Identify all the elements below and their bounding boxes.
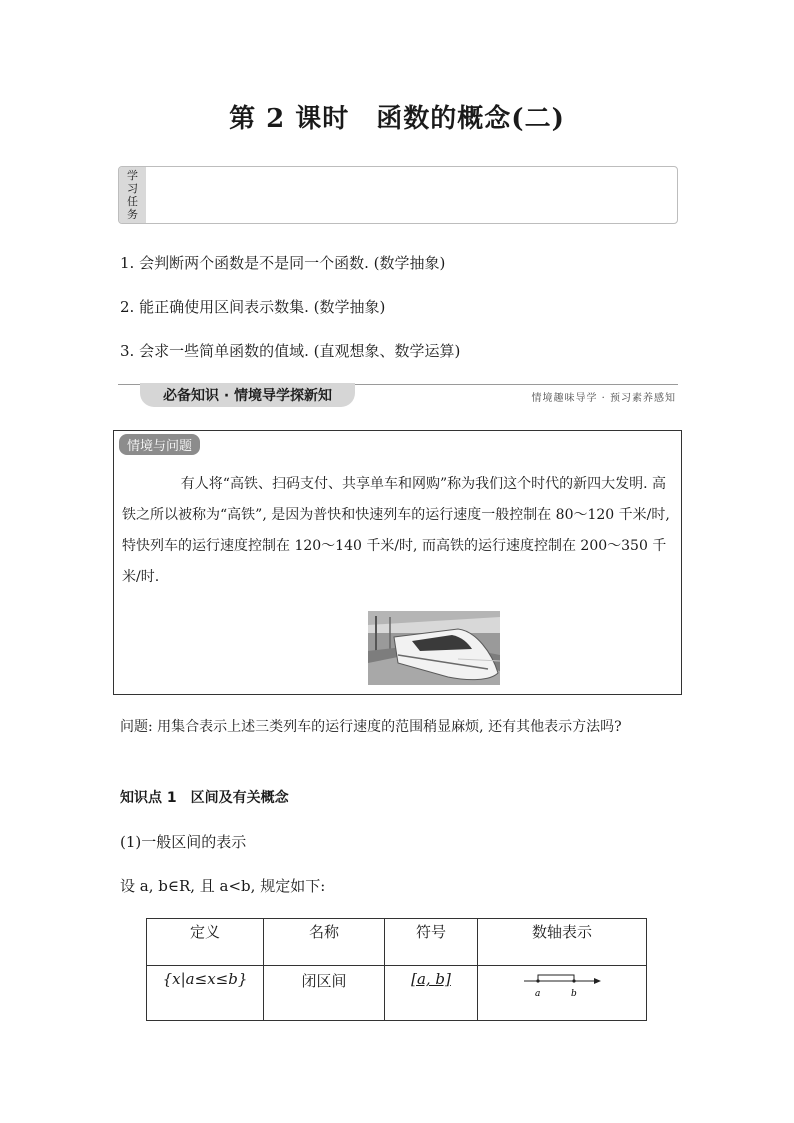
axis-cell bbox=[478, 966, 647, 1021]
question-text: 问题: 用集合表示上述三类列车的运行速度的范围稍显麻烦, 还有其他表示方法吗? bbox=[120, 719, 622, 735]
table-header-row bbox=[147, 919, 647, 966]
section-banner-subtitle: 情境趣味导学 · 预习素养感知 bbox=[531, 393, 676, 404]
interval-symbol: [a, b] bbox=[411, 970, 451, 988]
learning-task-tag-label: 学习任务 bbox=[127, 169, 138, 221]
setup-text: 设 a, b∈R, 且 a<b, 规定如下: bbox=[120, 877, 326, 895]
objective-3: 3. 会求一些简单函数的值域. (直观想象、数学运算) bbox=[120, 342, 461, 360]
table-row bbox=[147, 966, 647, 1021]
knowledge-point-heading: 知识点 1 区间及有关概念 bbox=[120, 790, 289, 806]
high-speed-train-photo bbox=[368, 611, 500, 685]
page-title: 第 2 课时 函数的概念(二) bbox=[229, 104, 565, 134]
scenario-text: 有人将“高铁、扫码支付、共享单车和网购”称为我们这个时代的新四大发明. 高铁之所以被称为“高铁”, 是因为普快和快速列车的运行速度一般控制在 80～120 千米/时, 特快列车的运行速度控制在 120～140 千米/时, 而高铁的运行速度控制在 200～350 千米/时. bbox=[122, 476, 670, 585]
scenario-tag: 情境与问题 bbox=[119, 434, 200, 455]
axis-label-b: b bbox=[571, 989, 577, 999]
endpoint-a bbox=[536, 979, 539, 982]
header-name: 名称 bbox=[264, 919, 385, 966]
number-line-arrow-icon bbox=[594, 978, 601, 984]
name-cell: 闭区间 bbox=[264, 966, 385, 1021]
header-axis: 数轴表示 bbox=[478, 919, 647, 966]
header-symbol: 符号 bbox=[385, 919, 478, 966]
symbol-cell bbox=[385, 966, 478, 1021]
number-line-closed-interval bbox=[522, 970, 602, 1000]
learning-task-tag bbox=[119, 167, 146, 223]
header-definition: 定义 bbox=[147, 919, 264, 966]
interval-definition-table bbox=[146, 918, 647, 1021]
objective-2: 2. 能正确使用区间表示数集. (数学抽象) bbox=[120, 298, 386, 316]
section-banner bbox=[140, 383, 355, 407]
endpoint-b bbox=[572, 979, 575, 982]
interval-bracket bbox=[538, 975, 574, 981]
definition-cell: {x|a≤x≤b} bbox=[147, 966, 264, 1021]
interval-subheading: (1)一般区间的表示 bbox=[120, 833, 247, 851]
axis-label-a: a bbox=[535, 989, 541, 999]
section-banner-label: 必备知识 · 情境导学探新知 bbox=[162, 388, 333, 404]
learning-task-box bbox=[118, 166, 678, 224]
objective-1: 1. 会判断两个函数是不是同一个函数. (数学抽象) bbox=[120, 254, 446, 272]
